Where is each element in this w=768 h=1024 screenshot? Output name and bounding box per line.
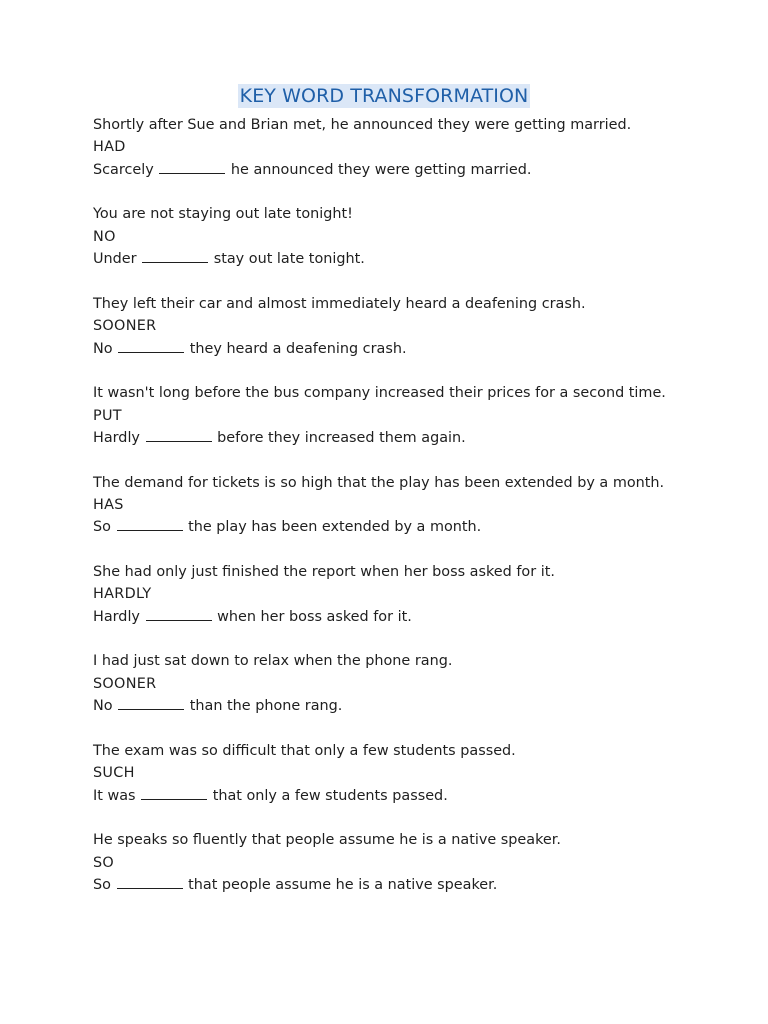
title-container <box>0 84 768 108</box>
key-word: PUT <box>93 407 122 424</box>
key-word: HAS <box>93 496 124 513</box>
answer-blank <box>146 608 212 621</box>
sentence-start: Scarcely <box>93 161 154 178</box>
original-sentence: She had only just finished the report when her boss asked for it. <box>93 563 555 580</box>
transformed-sentence <box>93 159 733 181</box>
exercise-item <box>93 650 733 739</box>
exercise-item <box>93 203 733 292</box>
original-sentence: I had just sat down to relax when the phone rang. <box>93 653 453 670</box>
transformed-sentence <box>93 427 733 449</box>
sentence-start: Hardly <box>93 429 140 446</box>
original-sentence: You are not staying out late tonight! <box>93 206 353 223</box>
answer-blank <box>118 697 184 710</box>
sentence-start: So <box>93 876 111 893</box>
sentence-end: he announced they were getting married. <box>230 161 532 178</box>
answer-blank <box>146 429 212 442</box>
sentence-end: the play has been extended by a month. <box>188 519 482 536</box>
key-word: SOONER <box>93 318 157 335</box>
exercise-item <box>93 114 733 203</box>
answer-blank <box>159 161 225 174</box>
sentence-start: Hardly <box>93 608 140 625</box>
original-sentence: Shortly after Sue and Brian met, he announced they were getting married. <box>93 117 632 133</box>
key-word: HAD <box>93 139 126 156</box>
exercise-item <box>93 561 733 650</box>
original-sentence: The demand for tickets is so high that the play has been extended by a month. <box>93 474 665 491</box>
sentence-start: It was <box>93 787 136 804</box>
original-sentence: They left their car and almost immediately heard a deafening crash. <box>93 295 586 312</box>
sentence-end: before they increased them again. <box>217 429 466 446</box>
sentence-start: Under <box>93 251 137 268</box>
key-word: SOONER <box>93 675 157 692</box>
exercise-item <box>93 472 733 561</box>
answer-blank <box>118 340 184 353</box>
sentence-end: they heard a deafening crash. <box>189 340 407 357</box>
exercise-item <box>93 740 733 829</box>
transformed-sentence <box>93 516 733 538</box>
original-sentence: It wasn't long before the bus company increased their prices for a second time. <box>93 385 666 402</box>
exercise-list <box>93 114 733 919</box>
transformed-sentence <box>93 606 733 628</box>
key-word: SUCH <box>93 765 135 782</box>
key-word: SO <box>93 854 115 871</box>
exercise-item <box>93 829 733 918</box>
answer-blank <box>141 787 207 800</box>
sentence-end: when her boss asked for it. <box>217 608 412 625</box>
key-word: HARDLY <box>93 586 152 603</box>
transformed-sentence <box>93 248 733 270</box>
original-sentence: He speaks so fluently that people assume he is a native speaker. <box>93 832 561 849</box>
sentence-end: stay out late tonight. <box>213 251 365 268</box>
original-sentence: The exam was so difficult that only a few students passed. <box>93 742 516 759</box>
transformed-sentence <box>93 785 733 807</box>
transformed-sentence <box>93 874 733 896</box>
transformed-sentence <box>93 695 733 717</box>
sentence-end: that only a few students passed. <box>212 787 448 804</box>
answer-blank <box>142 250 208 263</box>
answer-blank <box>117 876 183 889</box>
sentence-start: So <box>93 519 111 536</box>
worksheet-title: KEY WORD TRANSFORMATION <box>239 85 529 107</box>
exercise-item <box>93 382 733 471</box>
exercise-item <box>93 293 733 382</box>
transformed-sentence <box>93 338 733 360</box>
answer-blank <box>117 518 183 531</box>
sentence-start: No <box>93 698 113 715</box>
sentence-end: than the phone rang. <box>189 698 343 715</box>
sentence-end: that people assume he is a native speaker. <box>188 876 498 893</box>
key-word: NO <box>93 228 116 245</box>
sentence-start: No <box>93 340 113 357</box>
